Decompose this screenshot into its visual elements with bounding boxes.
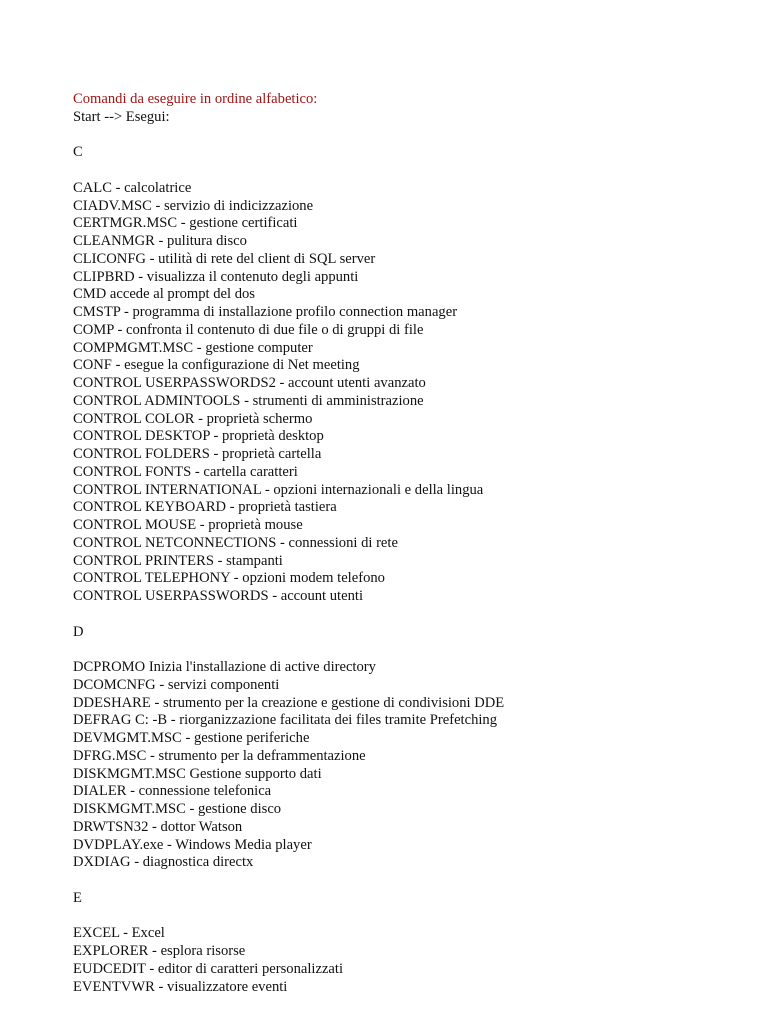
document-page — [73, 91, 753, 996]
blank-line — [73, 872, 753, 890]
command-sections — [73, 127, 753, 997]
command-item: CONTROL USERPASSWORDS2 - account utenti avanzato — [73, 375, 426, 391]
command-item: DEVMGMT.MSC - gestione periferiche — [73, 730, 310, 746]
command-item: DRWTSN32 - dottor Watson — [73, 818, 243, 835]
command-item: CONF - esegue la configurazione di Net meeting — [73, 357, 360, 374]
command-item: CIADV.MSC - servizio di indicizzazione — [73, 197, 314, 214]
command-item: DEFRAG C: -B - riorganizzazione facilitata dei files tramite Prefetching — [73, 712, 498, 729]
command-item: CLEANMGR - pulitura disco — [73, 233, 247, 249]
command-item: CONTROL USERPASSWORDS - account utenti — [73, 588, 363, 604]
command-item: EXPLORER - esplora risorse — [73, 943, 246, 959]
command-item: CONTROL DESKTOP - proprietà desktop — [73, 428, 324, 445]
command-item: DDESHARE - strumento per la creazione e gestione di condivisioni DDE — [73, 694, 505, 711]
command-item: CONTROL COLOR - proprietà schermo — [73, 410, 313, 427]
command-item: COMP - confronta il contenuto di due file o di gruppi di file — [73, 321, 424, 338]
command-item: DCPROMO Inizia l'installazione di active directory — [73, 659, 376, 675]
section-letter: C — [73, 144, 83, 161]
command-item: CONTROL FOLDERS - proprietà cartella — [73, 446, 322, 462]
blank-line — [73, 641, 753, 659]
command-item: CONTROL TELEPHONY - opzioni modem telefono — [73, 570, 385, 587]
command-item: CMD accede al prompt del dos — [73, 286, 255, 303]
command-item: CONTROL PRINTERS - stampanti — [73, 552, 283, 569]
command-item: CONTROL NETCONNECTIONS - connessioni di rete — [73, 534, 398, 551]
section-e — [73, 872, 753, 996]
command-item: EVENTVWR - visualizzatore eventi — [73, 978, 288, 995]
command-item: DCOMCNFG - servizi componenti — [73, 676, 280, 693]
command-item: EUDCEDIT - editor di caratteri personalizzati — [73, 960, 344, 977]
command-item: CONTROL FONTS - cartella caratteri — [73, 463, 298, 480]
command-item: CALC - calcolatrice — [73, 179, 192, 196]
command-item: DVDPLAY.exe - Windows Media player — [73, 836, 312, 853]
command-item: CONTROL INTERNATIONAL - opzioni internazionali e della lingua — [73, 481, 484, 498]
command-item: CMSTP - programma di installazione profilo connection manager — [73, 304, 458, 320]
command-item: CLICONFG - utilità di rete del client di SQL server — [73, 250, 376, 267]
command-item: COMPMGMT.MSC - gestione computer — [73, 339, 313, 356]
command-item: DFRG.MSC - strumento per la deframmentazione — [73, 747, 366, 764]
command-item: CONTROL ADMINTOOLS - strumenti di amministrazione — [73, 392, 424, 409]
blank-line — [73, 127, 753, 145]
blank-line — [73, 908, 753, 926]
command-item: DISKMGMT.MSC - gestione disco — [73, 801, 282, 817]
command-item: EXCEL - Excel — [73, 925, 165, 942]
document-subheading: Start --> Esegui: — [73, 108, 170, 125]
command-item: CLIPBRD - visualizza il contenuto degli appunti — [73, 268, 359, 285]
blank-line — [73, 162, 753, 180]
document-heading: Comandi da eseguire in ordine alfabetico: — [73, 91, 318, 107]
command-item: DISKMGMT.MSC Gestione supporto dati — [73, 765, 322, 782]
blank-line — [73, 606, 753, 624]
section-letter: D — [73, 623, 84, 640]
command-item: CONTROL KEYBOARD - proprietà tastiera — [73, 499, 337, 516]
command-item: DXDIAG - diagnostica directx — [73, 854, 254, 871]
command-item: DIALER - connessione telefonica — [73, 783, 272, 800]
section-letter: E — [73, 889, 82, 906]
command-item: CERTMGR.MSC - gestione certificati — [73, 215, 298, 232]
section-d — [73, 606, 753, 872]
command-item: CONTROL MOUSE - proprietà mouse — [73, 517, 303, 533]
section-c — [73, 127, 753, 606]
